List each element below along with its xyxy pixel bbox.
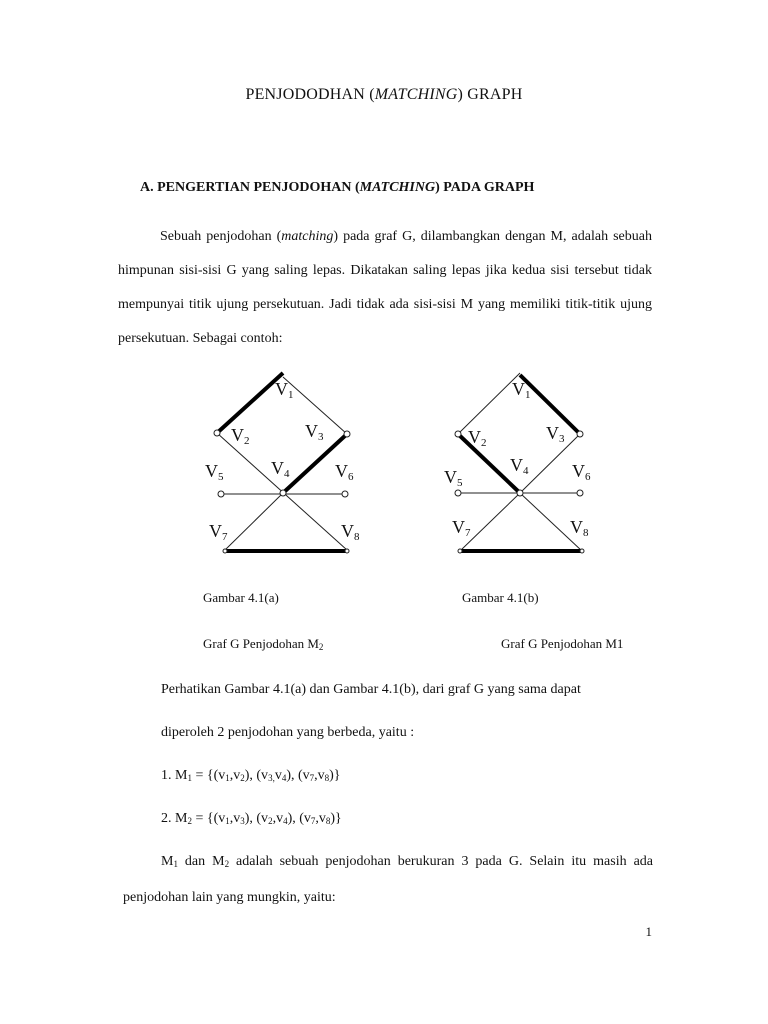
vertex-v4 — [517, 490, 523, 496]
paragraph-observation-line1: Perhatikan Gambar 4.1(a) dan Gambar 4.1(b), dari graf G yang sama dapat — [161, 682, 581, 697]
label-v1: V1 — [275, 379, 294, 401]
vertex-v3 — [577, 431, 583, 437]
figure-b-subcaption — [501, 636, 623, 652]
vertex-v2 — [455, 431, 461, 437]
section-heading — [140, 180, 534, 196]
subcaption-text: Graf G Penjodohan M1 — [501, 636, 624, 651]
edge-v4-v7 — [225, 493, 283, 550]
label-v3: V3 — [305, 421, 324, 443]
paragraph-observation-line2: diperoleh 2 penjodohan yang berbeda, yaitu : — [161, 725, 415, 740]
paragraph-italic: matching — [281, 229, 334, 244]
label-v4: V4 — [271, 458, 290, 480]
label-v5: V5 — [444, 467, 463, 489]
section-italic: MATCHING — [359, 180, 436, 195]
subcaption-sub: 2 — [318, 642, 324, 652]
label-v7: V7 — [452, 517, 471, 539]
page-number: 1 — [645, 924, 652, 939]
graph-figure-b — [430, 365, 610, 560]
label-v8: V8 — [570, 517, 589, 539]
vertex-v7 — [458, 549, 462, 553]
paragraph-conclusion-line2: penjodohan lain yang mungkin, yaitu: — [123, 890, 336, 905]
figure-a-subcaption — [203, 636, 323, 652]
paragraph-text-end: ) pada graf G, dilambangkan dengan M, adalah sebuah himpunan sisi-sisi G yang saling lepas. Dikatakan saling lepas jika kedua sisi tersebut tidak mempunyai titik ujung persekutuan. Jadi tidak ada sisi-sisi M yang memiliki titik-titik ujung persekutuan. Sebagai contoh: — [118, 229, 652, 346]
vertex-v4 — [280, 490, 286, 496]
label-v3: V3 — [546, 423, 565, 445]
edge-v4-v7 — [460, 493, 520, 551]
label-v7: V7 — [209, 521, 228, 543]
paragraph-definition — [118, 220, 652, 356]
vertex-v8 — [345, 549, 349, 553]
title-text: PENJODODHAN ( — [245, 86, 375, 103]
label-v8: V8 — [341, 521, 360, 543]
section-text-end: ) PADA GRAPH — [435, 180, 535, 195]
vertex-v6 — [577, 490, 583, 496]
label-v2: V2 — [468, 427, 487, 449]
vertex-v8 — [580, 549, 584, 553]
figure-b-caption: Gambar 4.1(b) — [462, 590, 539, 605]
vertex-v6 — [342, 491, 348, 497]
label-v6: V6 — [572, 461, 591, 483]
edge-v2-v1 — [458, 373, 520, 434]
vertex-v7 — [223, 549, 227, 553]
label-v2: V2 — [231, 425, 250, 447]
vertex-v2 — [214, 430, 220, 436]
vertex-v5 — [455, 490, 461, 496]
page-title — [0, 86, 768, 104]
label-v6: V6 — [335, 461, 354, 483]
vertex-v5 — [218, 491, 224, 497]
paragraph-text: Sebuah penjodohan ( — [160, 229, 282, 244]
paragraph-conclusion-line1: $M_1$ dan $M_2$ adalah sebuah penjodohan berukuran 3 pada G. Selain itu masih ada — [161, 854, 653, 869]
title-text-end: ) GRAPH — [457, 86, 523, 103]
label-v5: V5 — [205, 461, 224, 483]
matching-edge-v1-v2 — [217, 373, 283, 433]
figure-a-caption: Gambar 4.1(a) — [203, 590, 279, 605]
subcaption-text: Graf G Penjodohan M — [203, 636, 319, 651]
title-italic: MATCHING — [374, 86, 458, 103]
label-v1: V1 — [512, 379, 531, 401]
vertex-v3 — [344, 431, 350, 437]
list-item-m1: 1. $M_1 = \{(v_1,v_2)$, $(v_{3,}v_4)$, $(v_7,v_8)$} — [161, 768, 341, 783]
label-v4: V4 — [510, 455, 529, 477]
section-text: A. PENGERTIAN PENJODOHAN ( — [140, 180, 360, 195]
list-item-m2: 2. $M_2 = \{(v_1,v_3)$, $(v_2,v_4)$, $(v_7,v_8)$} — [161, 811, 342, 826]
graph-figure-a — [195, 365, 375, 560]
